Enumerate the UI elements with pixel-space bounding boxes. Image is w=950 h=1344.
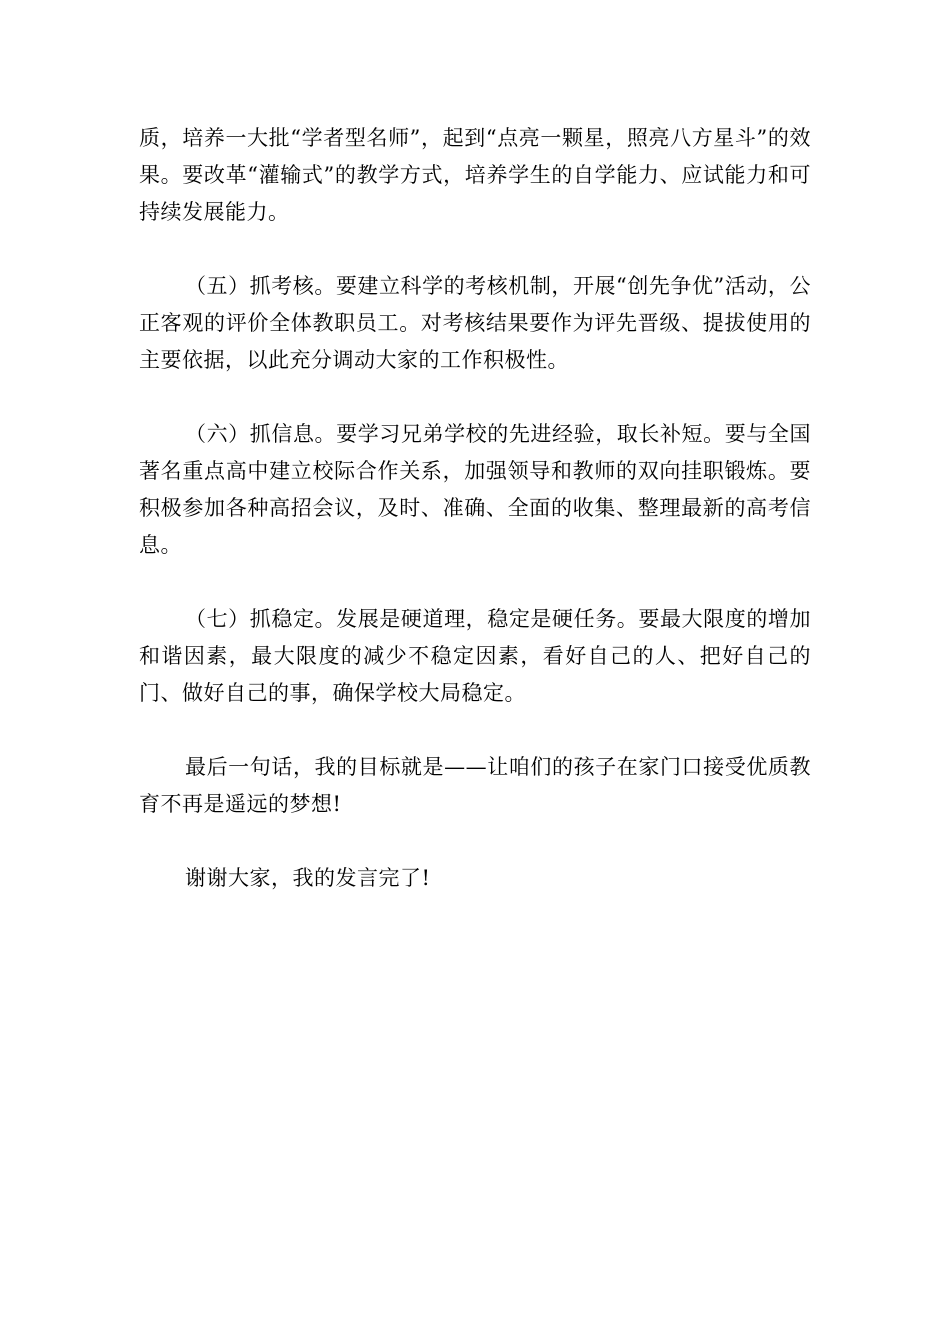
- paragraph-continuation: 质，培养一大批“学者型名师”，起到“点亮一颗星，照亮八方星斗”的效果。要改革“灌输式”的教学方式，培养学生的自学能力、应试能力和可持续发展能力。: [139, 126, 811, 224]
- paragraph-assessment: （五）抓考核。要建立科学的考核机制，开展“创先争优”活动，公正客观的评价全体教职员工。对考核结果要作为评先晋级、提拔使用的主要依据，以此充分调动大家的工作积极性。: [139, 274, 811, 372]
- document-body: [139, 120, 811, 934]
- paragraph-thanks: 谢谢大家，我的发言完了!: [185, 866, 431, 890]
- paragraph-closing-goal: 最后一句话，我的目标就是——让咱们的孩子在家门口接受优质教育不再是遥远的梦想!: [139, 755, 811, 816]
- paragraph-stability: （七）抓稳定。发展是硬道理，稳定是硬任务。要最大限度的增加和谐因素，最大限度的减少不稳定因素，看好自己的人、把好自己的门、做好自己的事，确保学校大局稳定。: [139, 607, 811, 705]
- paragraph-information: （六）抓信息。要学习兄弟学校的先进经验，取长补短。要与全国著名重点高中建立校际合作关系，加强领导和教师的双向挂职锻炼。要积极参加各种高招会议，及时、准确、全面的收集、整理最新的高考信息。: [139, 422, 811, 557]
